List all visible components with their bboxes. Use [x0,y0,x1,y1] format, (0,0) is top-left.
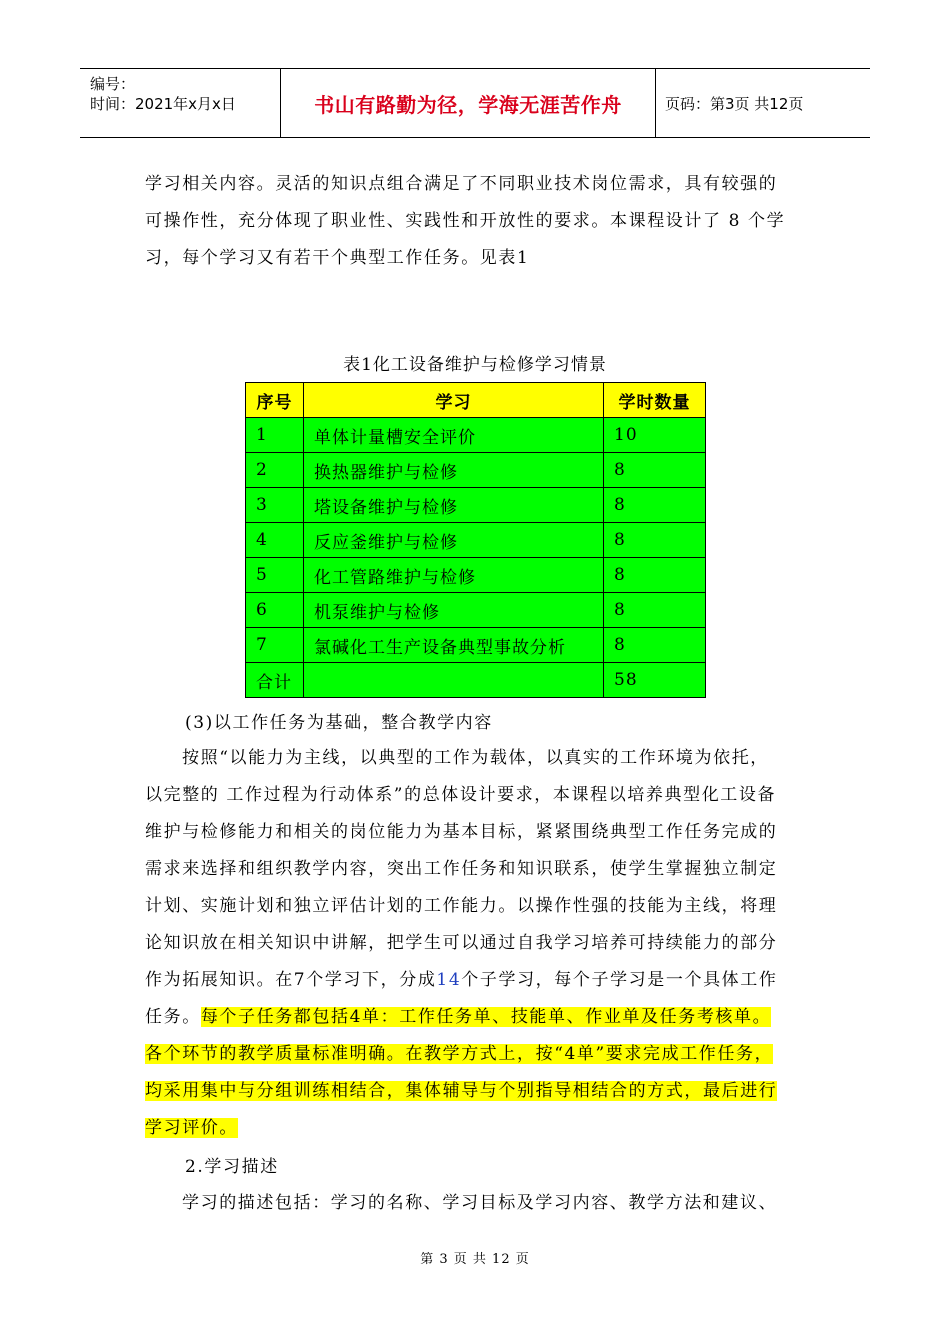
highlight-line-2: 各个环节的教学质量标准明确。在教学方式上，按“4单”要求完成工作任务， [145,1044,774,1064]
body-line-7-start: 作为拓展知识。在7个学习下，分成 [145,970,437,990]
cell-seq: 3 [246,488,304,523]
learning-scenario-table [245,382,706,698]
cell-learning: 反应釜维护与检修 [304,523,604,558]
cell-seq: 5 [246,558,304,593]
table-row [246,628,706,663]
table-total-row [246,663,706,698]
cell-hours: 8 [604,523,706,558]
cell-seq: 2 [246,453,304,488]
section-2-title: 2.学习描述 [185,1157,279,1177]
cell-seq: 1 [246,418,304,453]
header-learning: 学习 [304,383,604,418]
body-line-9 [145,1039,810,1064]
header-seq: 序号 [246,383,304,418]
body-line-11 [145,1113,810,1138]
body-line-4: 需求来选择和组织教学内容，突出工作任务和知识联系，使学生掌握独立制定 [145,859,778,879]
table-row [246,453,706,488]
cell-seq: 6 [246,593,304,628]
table-row [246,523,706,558]
cell-hours: 8 [604,558,706,593]
cell-learning: 单体计量槽安全评价 [304,418,604,453]
body-line-6: 论知识放在相关知识中讲解，把学生可以通过自我学习培养可持续能力的部分 [145,933,778,953]
table-caption: 表1化工设备维护与检修学习情景 [343,355,607,375]
highlight-line-1: 每个子任务都包括4单：工作任务单、技能单、作业单及任务考核单。 [200,1007,772,1027]
intro-line-3: 习，每个学习又有若干个典型工作任务。见表1 [145,248,530,268]
cell-seq: 4 [246,523,304,558]
cell-learning: 换热器维护与检修 [304,453,604,488]
cell-total-label: 合计 [246,663,304,698]
cell-learning: 机泵维护与检修 [304,593,604,628]
header-hours: 学时数量 [604,383,706,418]
body-line-10 [145,1076,810,1101]
cell-total-hours: 58 [604,663,706,698]
cell-hours: 8 [604,453,706,488]
body-line-7-end: 个子学习，每个子学习是一个具体工作 [461,970,778,990]
table-row [246,418,706,453]
body-line-8-start: 任务。 [145,1007,201,1027]
intro-line-1: 学习相关内容。灵活的知识点组合满足了不同职业技术岗位需求，具有较强的 [145,174,778,194]
cell-hours: 8 [604,488,706,523]
highlight-line-3: 均采用集中与分组训练相结合，集体辅导与个别指导相结合的方式，最后进行 [145,1081,778,1101]
doc-number-label: 编号： [90,75,136,93]
header-page-info: 页码：第3页 共12页 [665,94,804,113]
body-line-5: 计划、实施计划和独立评估计划的工作能力。以操作性强的技能为主线，将理 [145,896,778,916]
cell-hours: 8 [604,593,706,628]
intro-line-2: 可操作性，充分体现了职业性、实践性和开放性的要求。本课程设计了 8 个学 [145,211,786,231]
cell-learning: 塔设备维护与检修 [304,488,604,523]
body-line-3: 维护与检修能力和相关的岗位能力为基本目标，紧紧围绕典型工作任务完成的 [145,822,778,842]
header-meta [80,69,280,137]
table-row [246,593,706,628]
section-3-title: (3)以工作任务为基础，整合教学内容 [185,713,493,733]
cell-learning: 氯碱化工生产设备典型事故分析 [304,628,604,663]
body-line-2: 以完整的 工作过程为行动体系”的总体设计要求，本课程以培养典型化工设备 [145,785,777,805]
table-header-row [246,383,706,418]
table-row [246,558,706,593]
body-last-line: 学习的描述包括：学习的名称、学习目标及学习内容、教学方法和建议、 [182,1193,778,1213]
body-line-8 [145,1002,810,1027]
cell-learning: 化工管路维护与检修 [304,558,604,593]
page-header [80,68,870,138]
cell-seq: 7 [246,628,304,663]
body-line-1: 按照“以能力为主线，以典型的工作为载体，以真实的工作环境为依托， [182,748,769,768]
body-line-7 [145,965,810,990]
doc-date-label: 时间：2021年x月x日 [90,95,236,113]
cell-hours: 8 [604,628,706,663]
cell-total-empty [304,663,604,698]
table-row [246,488,706,523]
header-motto: 书山有路勤为径，学海无涯苦作舟 [314,92,622,117]
page-footer: 第 3 页 共 12 页 [420,1252,530,1267]
sub-learning-count: 14 [436,970,462,990]
cell-hours: 10 [604,418,706,453]
header-motto-cell [280,69,656,137]
highlight-line-4: 学习评价。 [145,1118,238,1138]
